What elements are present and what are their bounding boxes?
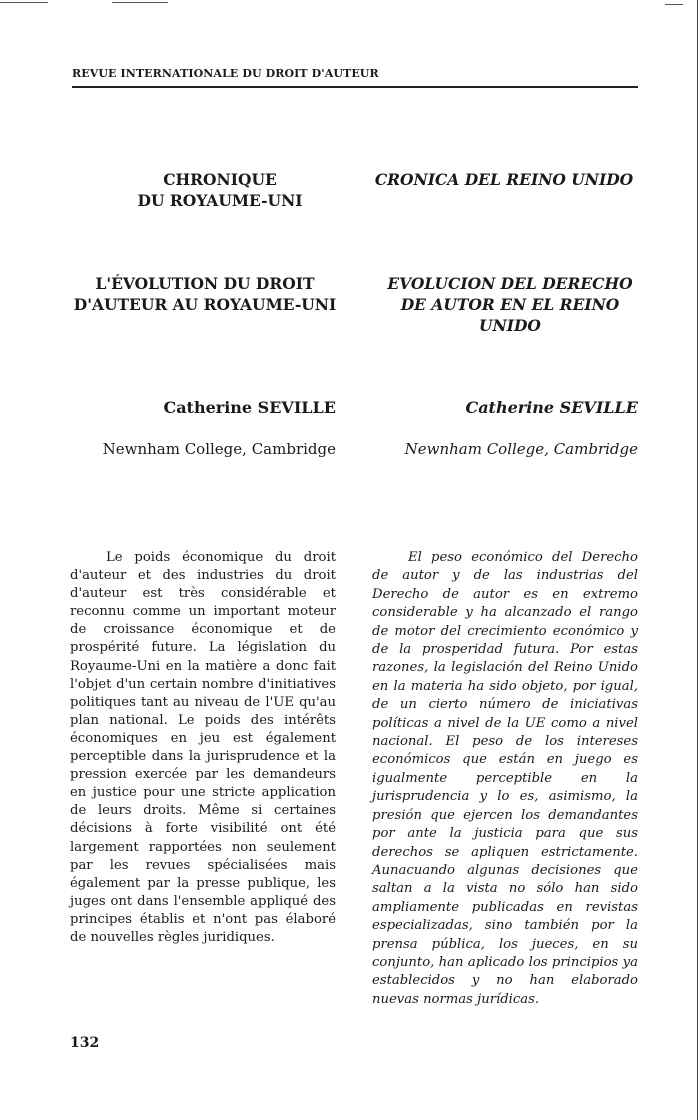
author-name-es: Catherine SEVILLE [465,398,638,417]
header-rule [72,86,638,88]
body-paragraph-es: El peso económico del Derecho de autor y de las industrias del Derecho de autor es en extremo considerable y ha alcanzado el rango de motor del crecimiento económico y de la prosperidad futura. Por estas razones, la legislación del Reino Unido en la materia ha sido objeto, por igual, de un cierto número de iniciativas políticas a nivel de la UE como a nivel nacional. El peso de los intereses económicos que están en juego es igualmente perceptible en la jurisprudencia y lo es, asimismo, la presión que ejercen los demandantes por ante la justicia para que sus derechos se apliquen estrictamente. Aunacuando algunas decisiones que saltan a la vista no sólo han sido ampliamente publicadas en revistas especializadas, sino también por la prensa pública, los jueces, en su conjunto, han aplicado los principios ya establecidos y no han elaborado nuevas normas jurídicas. [372,550,638,1007]
page-number: 132 [70,1035,100,1051]
author-affiliation-fr: Newnham College, Cambridge [102,440,336,458]
running-header: REVUE INTERNATIONALE DU DROIT D'AUTEUR [72,67,379,80]
scan-artifact [112,2,168,3]
scan-artifact [0,2,48,3]
body-paragraph-fr: Le poids économique du droit d'auteur et des industries du droit d'auteur est très considérable et reconnu comme un important moteur de croissance économique et de prospérité future. La législation du Royaume-Uni en la matière a donc fait l'objet d'un certain nombre d'initiatives politiques tant au niveau de l'UE qu'au plan national. Le poids des intérêts économiques en jeu est également perceptible dans la jurisprudence et la pression exercée par les demandeurs en justice pour une stricte application de leurs droits. Même si certaines décisions à forte visibilité ont été largement rapportées non seulement par les revues spécialisées mais également par la presse publique, les juges ont dans l'ensemble appliqué des principes établis et n'ont pas élaboré de nouvelles règles juridiques. [70,550,336,945]
chronicle-heading-es: CRONICA DEL REINO UNIDO [374,170,634,189]
author-affiliation-es: Newnham College, Cambridge [404,440,638,458]
author-name-fr: Catherine SEVILLE [163,398,336,417]
scan-artifact [665,4,683,5]
page-edge [697,0,698,1120]
chronicle-heading-fr: CHRONIQUE DU ROYAUME-UNI [137,170,303,210]
article-title-fr: L'ÉVOLUTION DU DROIT D'AUTEUR AU ROYAUME-UNI [73,274,337,314]
article-title-es: EVOLUCION DEL DERECHO DE AUTOR EN EL REINO UNIDO [387,274,633,335]
